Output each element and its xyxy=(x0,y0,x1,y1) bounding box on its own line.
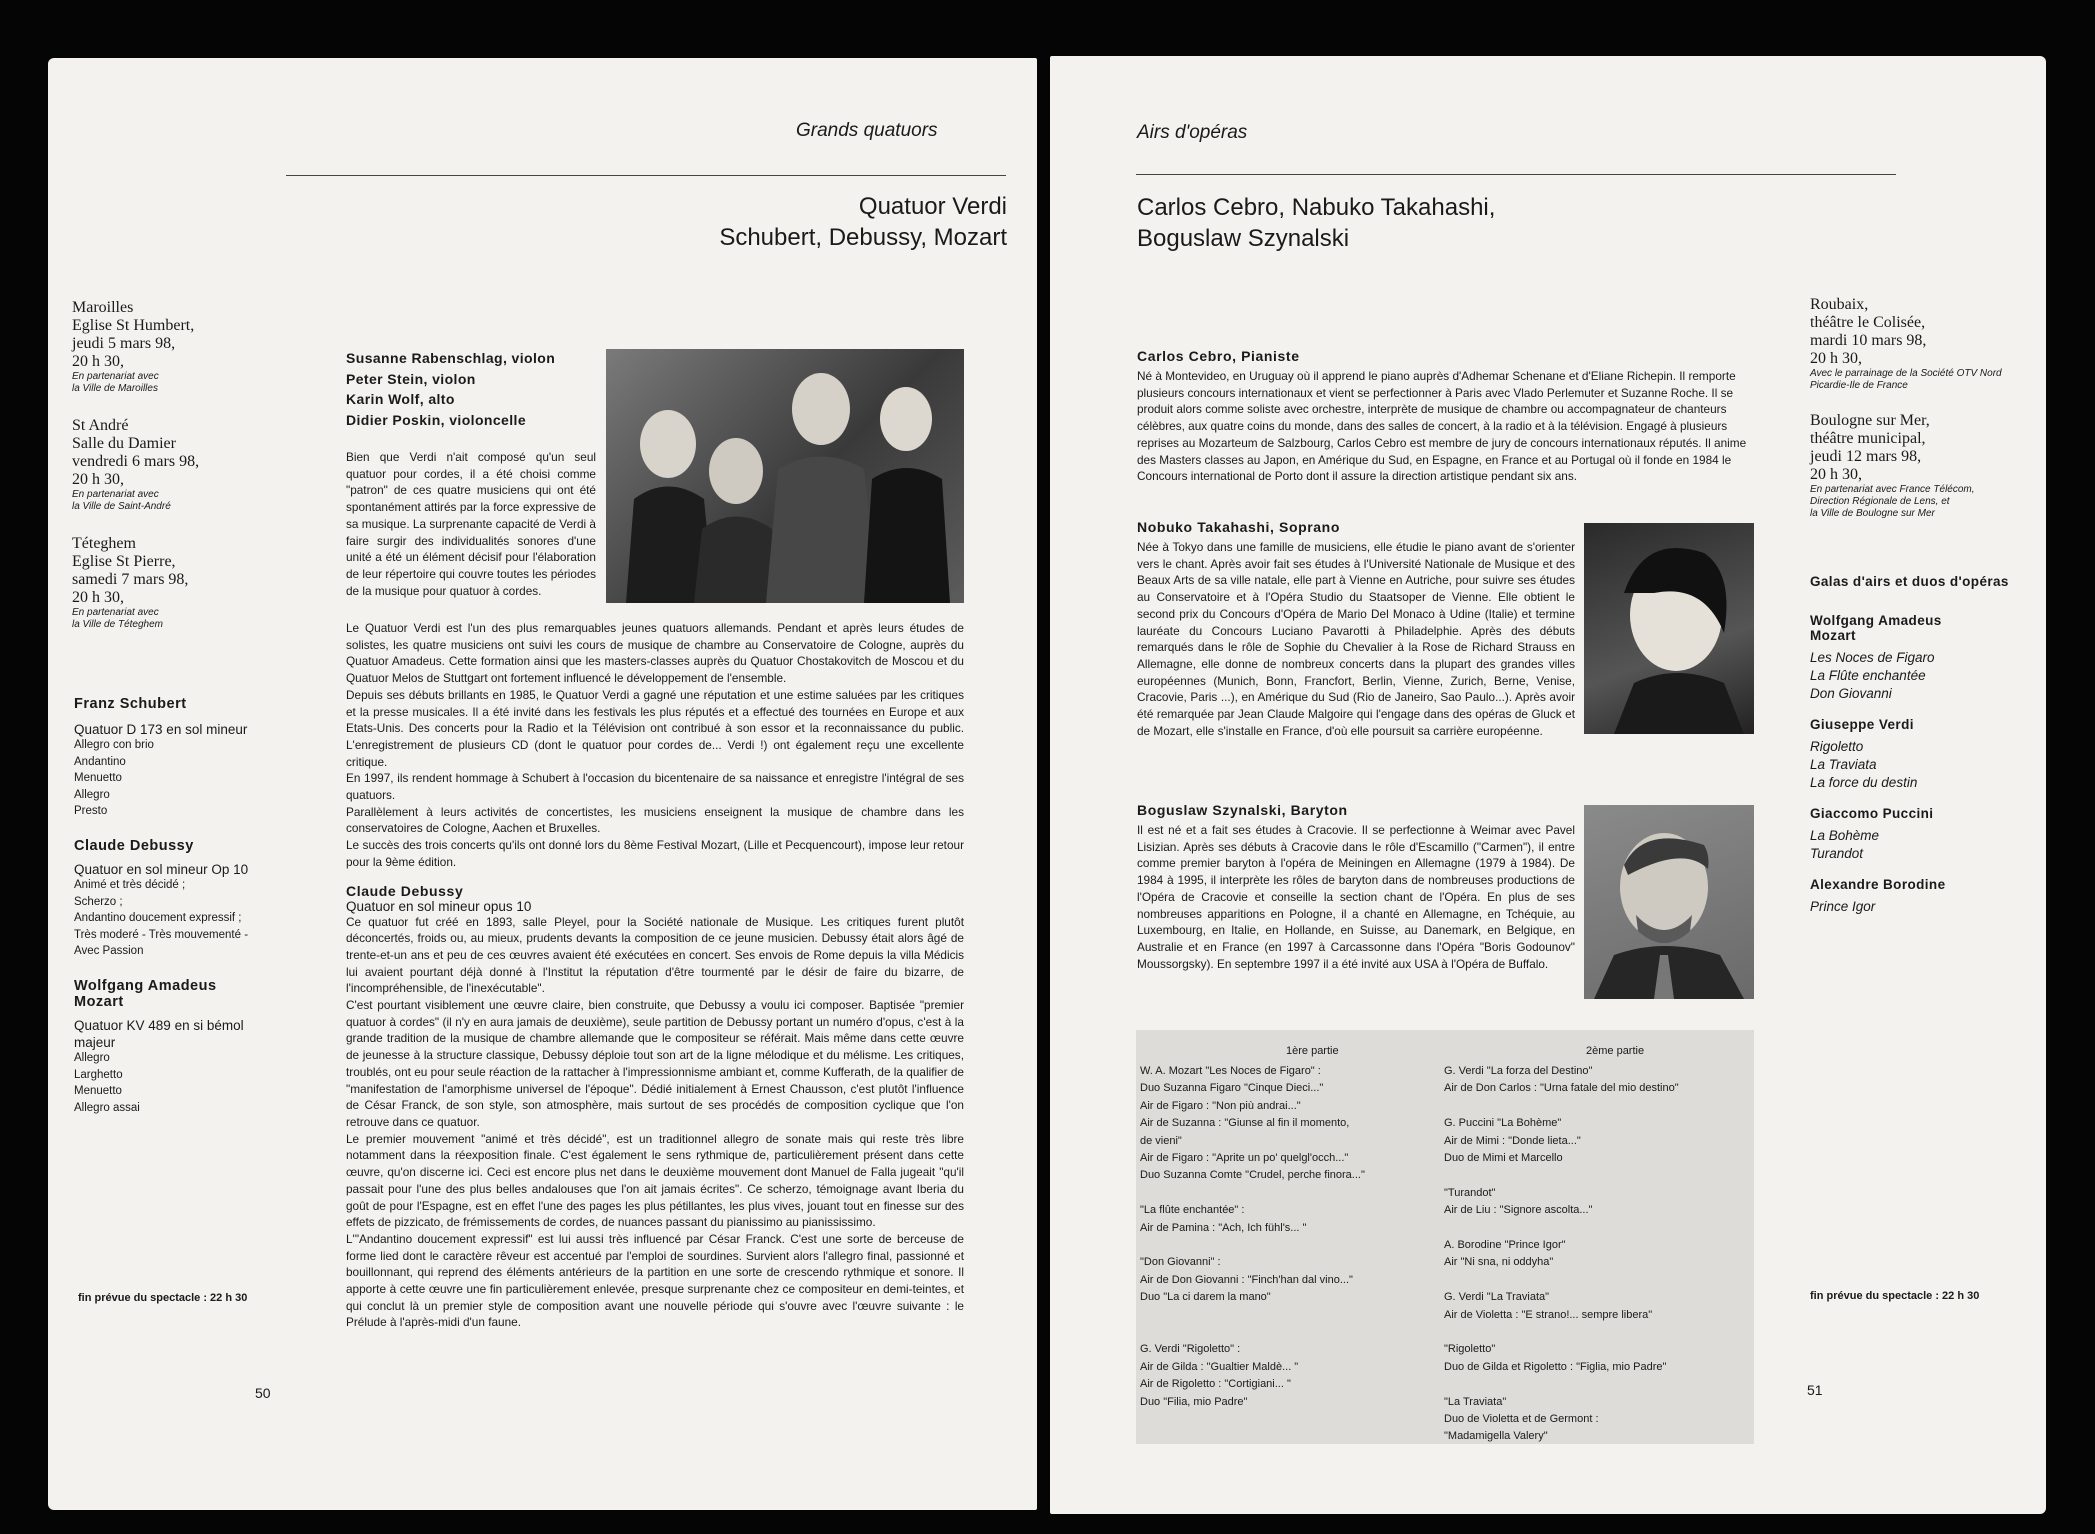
table-line: G. Verdi "La Traviata" xyxy=(1444,1291,1550,1304)
musician-list xyxy=(346,348,596,430)
opera-title: La Flûte enchantée xyxy=(1810,668,1926,683)
paragraph: Parallèlement à leurs activités de concertistes, les musiciens enseignent la musique de chambre dans les conservatoires de Cologne, Aachen et Bruxelles. xyxy=(346,804,964,836)
paragraph: En 1997, ils rendent hommage à Schubert à l'occasion du bicentenaire de sa naissance et enregistre l'intégral de ses quatuors. xyxy=(346,771,964,803)
cebro-section xyxy=(1137,348,1757,485)
composer-name: Wolfgang Amadeus xyxy=(1810,613,1942,628)
table-line: W. A. Mozart "Les Noces de Figaro" : xyxy=(1140,1065,1321,1077)
opera-title: La Bohème xyxy=(1810,828,1880,843)
title-line-2: Schubert, Debussy, Mozart xyxy=(719,224,1007,251)
page-number: 51 xyxy=(1807,1382,1823,1398)
quartet-photo-figures xyxy=(606,349,964,603)
paragraph: Le premier mouvement "animé et très décidé", est un traditionnel allegro de sonate mais qui reste très libre notamment dans la réexposition finale. C'est également le sens rythmique de, particulièrement présent dans cette œuvre, qu'on discerne ici. Ceci est encore plus net dans le deuxième mouvement dont Manuel de Falla jugeait "qu'il passait pour l'une des plus belles andalouses que l'on ait jamais écrites". Ce scherzo, témoignage avant Iberia du goût de pour l'Espagne, est en effet l'une des pages les plus pétillantes, les plus vives, jouant tout en finesse sur des effets de pizzicato, de frémissements de cordes, de nuances passant du pianissimo au pianississimo. xyxy=(346,1131,964,1230)
movement: Allegro xyxy=(74,788,110,801)
table-line: Air de Suzanna : "Giunse al fin il momento, xyxy=(1140,1117,1350,1130)
table-line: Air de Don Giovanni : "Finch'han dal vino..." xyxy=(1140,1273,1353,1286)
page-number: 50 xyxy=(255,1385,271,1401)
artist-heading: Carlos Cebro, Pianiste xyxy=(1137,348,1300,364)
movement: Allegro con brio xyxy=(74,739,154,751)
composer-name: Franz Schubert xyxy=(74,696,187,712)
composer-name: Alexandre Borodine xyxy=(1810,877,1946,892)
table-line: Air de Gilda : "Gualtier Maldè... " xyxy=(1140,1360,1299,1373)
title-rule xyxy=(1136,174,1896,175)
paragraph: C'est pourtant visiblement une œuvre claire, bien construite, que Debussy a voulu ici composer. Baptisée "premier quatuor à cordes" (il n'y en aura jamais de deuxième), seule partition de Debussy portant un numéro d'opus, c'est à la grande tradition de la musique de chambre allemande que le compositeur se référait. Mais même dans cette œuvre de jeunesse à la structure classique, Debussy déploie tout son art de la ligne mélodique et du mélisme. Les critiques, troublés, ont eu pour seule réaction de la rattacher à l'impressionnisme ambiant et, comme Kufferath, de la qualifier de "manifestation de l'amorphisme universel de l'époque". Dédié initialement à Ernest Chausson, c'est plutôt l'influence de César Franck, de son style, son atmosphère, mais surtout de ses procédés de composition cyclique que l'on retrouve dans ce quatuor. xyxy=(346,998,964,1129)
table-line: Duo Suzanna Figaro "Cinque Dieci..." xyxy=(1140,1082,1324,1095)
table-line: Air de Mimi : "Donde lieta..." xyxy=(1444,1134,1581,1147)
table-line: "Rigoletto" xyxy=(1444,1343,1496,1356)
opera-title: Prince Igor xyxy=(1810,899,1876,914)
program-table xyxy=(1136,1030,1754,1444)
venue-block: St André Salle du Damier vendredi 6 mars 98, 20 h 30, En partenariat avec la Ville de Saint-André xyxy=(72,417,200,512)
movement: Menuetto xyxy=(74,772,122,785)
venue-block: Roubaix, théâtre le Colisée, mardi 10 mars 98, 20 h 30, Avec le parrainage de la Société OTV Nord Picardie-Ile de France xyxy=(1810,296,2002,391)
title-rule xyxy=(286,175,1006,176)
movement: Très moderé - Très mouvementé - xyxy=(74,928,249,941)
movement: Menuetto xyxy=(74,1085,122,1098)
left-page xyxy=(48,58,1037,1510)
table-line: "Madamigella Valery" xyxy=(1444,1430,1548,1443)
paragraph: Ce quatuor fut créé en 1893, salle Pleyel, pour la Société nationale de Musique. Les critiques furent plutôt déconcertés, froids ou, au mieux, prudents devants la composition de ce jeune musicien. Debussy était alors âgé de trente-et-un ans et peu de ces œuvres avaient été exécutées en concert. Ses envois de Rome depuis la villa Médicis lui avaient pourtant déjà donné à l'Institut la réputation d'être tourmenté par le désir de faire du bizarre, de l'incompréhensible, de l'inexécutable". xyxy=(346,914,964,996)
table-part-2-heading: 2ème partie xyxy=(1586,1045,1645,1057)
quartet-photo xyxy=(606,349,964,603)
table-line: Air de Liu : "Signore ascolta..." xyxy=(1444,1204,1593,1217)
table-line: Air "Ni sna, ni oddyha" xyxy=(1444,1256,1554,1269)
page-title xyxy=(719,191,1007,253)
paragraph: Le Quatuor Verdi est l'un des plus remarquables jeunes quatuors allemands. Pendant et après leurs études de solistes, les quatre musiciens ont suivi les cours de musique de chambre au Conservatoire de Cologne, auprès du Quatuor Amadeus. Cette formation ainsi que les masters-classes auprès du Quatuor Chostakovitch de Moscou et du Quatuor Melos de Stuttgart ont fortement influencé le développement de l'ensemble. xyxy=(346,621,964,686)
musician-name: Peter Stein, violon xyxy=(346,370,476,387)
section-label: Grands quatuors xyxy=(796,120,938,141)
table-line: A. Borodine "Prince Igor" xyxy=(1444,1239,1566,1251)
table-line: Duo "Filia, mio Padre" xyxy=(1140,1395,1248,1408)
table-line: Duo Suzanna Comte "Crudel, perche finora..." xyxy=(1140,1169,1365,1182)
table-line: Air de Violetta : "E strano!... sempre libera" xyxy=(1444,1308,1653,1321)
table-line: Duo de Gilda et Rigoletto : "Figlia, mio Padre" xyxy=(1444,1360,1667,1373)
movement: Animé et très décidé ; xyxy=(74,878,186,891)
debussy-subheading: Quatuor en sol mineur opus 10 xyxy=(346,898,532,914)
program-list xyxy=(1810,574,2040,916)
venue-block: Maroilles Eglise St Humbert, jeudi 5 mars 98, 20 h 30, En partenariat avec la Ville de Maroilles xyxy=(72,299,195,394)
table-line: Air de Pamina : "Ach, Ich fühl's... " xyxy=(1140,1221,1307,1234)
right-page xyxy=(1050,56,2046,1514)
artist-heading: Nobuko Takahashi, Soprano xyxy=(1137,519,1340,535)
table-line: Duo de Mimi et Marcello xyxy=(1444,1152,1563,1164)
table-line: Air de Figaro : "Aprite un po' quelgl'occh..." xyxy=(1140,1152,1349,1164)
table-line: G. Verdi "La forza del Destino" xyxy=(1444,1065,1593,1077)
table-line: "La Traviata" xyxy=(1444,1395,1507,1408)
program-heading: Galas d'airs et duos d'opéras xyxy=(1810,574,2009,589)
table-line: de vieni" xyxy=(1140,1134,1182,1147)
paragraph: Depuis ses débuts brillants en 1985, le Quatuor Verdi a gagné une réputation et une estime saluées par les critiques et la presse musicales. Il a été invité dans les festivals les plus réputés et a effectué des tournées en Europe et aux Etats-Unis. Des concerts pour la Radio et la Télévision ont contribué à son essor et la reconnaissance du public. L'enregistrement de plusieurs CD (dont le quatuor pour cordes de... Verdi !) ont également reçu une excellente critique. xyxy=(346,687,964,769)
opera-title: Turandot xyxy=(1810,846,1864,861)
bio-text xyxy=(346,620,964,1331)
movement: Allegro assai xyxy=(74,1101,140,1114)
table-line: "La flûte enchantée" : xyxy=(1140,1204,1245,1217)
paragraph: L'"Andantino doucement expressif" est lui aussi très influencé par César Franck. C'est une sorte de berceuse de forme lied dont le caractère rêveur est accentué par l'emploi de sourdines. Survient alors l'allegro final, passionné et bouillonnant, qui reprend des éléments antérieurs de la partition en une sorte de crescendo rythmique et sonore. Il apporte à cette œuvre une fin particulièrement enlevée, presque surprenante chez ce compositeur en demi-teintes, et qui conclut là un premier style de composition avant une nouvelle période qui s'ouvre avec l'œuvre suivante : le Prélude à l'après-midi d'un faune. xyxy=(346,1231,964,1330)
table-line: "Turandot" xyxy=(1444,1186,1496,1199)
table-line: Air de Don Carlos : "Urna fatale del mio destino" xyxy=(1444,1082,1679,1095)
table-line: "Don Giovanni" : xyxy=(1140,1256,1221,1269)
section-label: Airs d'opéras xyxy=(1137,122,1248,143)
table-line: G. Verdi "Rigoletto" : xyxy=(1140,1343,1241,1356)
musician-name: Didier Poskin, violoncelle xyxy=(346,411,527,428)
composer-name: Mozart xyxy=(1810,628,1856,643)
szynalski-photo xyxy=(1584,805,1754,999)
end-time-note: fin prévue du spectacle : 22 h 30 xyxy=(1810,1290,1980,1302)
szynalski-section xyxy=(1137,802,1575,972)
table-line: G. Puccini "La Bohème" xyxy=(1444,1117,1562,1130)
composer-name: Giaccomo Puccini xyxy=(1810,806,1934,821)
movement: Scherzo ; xyxy=(74,895,123,908)
composer-block xyxy=(1810,877,2040,916)
debussy-heading: Claude Debussy xyxy=(346,882,464,899)
movement: Andantino doucement expressif ; xyxy=(74,912,242,925)
composer-name: Giuseppe Verdi xyxy=(1810,717,1914,732)
composer-name: Claude Debussy xyxy=(74,837,194,854)
musician-name: Karin Wolf, alto xyxy=(346,391,455,407)
table-line: Duo de Violetta et de Germont : xyxy=(1444,1413,1599,1425)
movement: Larghetto xyxy=(74,1068,123,1081)
movement: Avec Passion xyxy=(74,945,144,958)
artist-bio: Née à Tokyo dans une famille de musiciens, elle étudie le piano avant de s'orienter vers le chant. Après avoir fait ses études à l'Université Nationale de Musique et des Beaux Arts de sa ville natale, elle part à Vienne en Autriche, pour suivre ses études au Conservatoire et à l'Opéra Studio du Staatsoper de Vienne. Elle obtient le second prix du Concours d'Opéra de Mario Del Monaco à Udine (Italie) et termine lauréate du Concours Luciano Pavarotti à Philadelphie. Après des débuts remarqués dans le rôle de Sophie du Chevalier à la Rose de Richard Strauss en Allemagne, elle donne de nombreux concerts dans la plupart des grandes villes européennes (Munich, Bonn, Francfort, Berlin, Vienne, Zurich, Berne, Venise, Cracovie, Paris ...), en Amérique du Sud (Rio de Janeiro, Sao Paulo...). Après avoir été remarquée par Jean Claude Malgoire qui l'engage dans des opéras de Gluck et de Mozart, elle s'installe en France, d'où elle poursuit sa carrière européenne. xyxy=(1137,540,1575,738)
composer-block xyxy=(1810,717,2040,792)
movement: Presto xyxy=(74,805,108,818)
takahashi-section xyxy=(1137,519,1575,739)
opera-title: Don Giovanni xyxy=(1810,686,1892,701)
takahashi-portrait xyxy=(1584,523,1754,734)
end-time-note: fin prévue du spectacle : 22 h 30 xyxy=(78,1292,248,1304)
opera-title: Les Noces de Figaro xyxy=(1810,650,1935,665)
takahashi-photo xyxy=(1584,523,1754,734)
composer-name: Wolfgang Amadeus xyxy=(74,977,217,994)
szynalski-portrait xyxy=(1584,805,1754,999)
paragraph: Le succès des trois concerts qu'ils ont donné lors du 8ème Festival Mozart, (Lille et Pecquencourt), impose leur retour pour la 9ème édition. xyxy=(346,838,964,869)
table-line: Air de Figaro : "Non più andrai..." xyxy=(1140,1099,1301,1112)
opera-title: La force du destin xyxy=(1810,775,1918,790)
opera-title: La Traviata xyxy=(1810,757,1877,772)
composer-block xyxy=(1810,613,2040,703)
title-line-1: Quatuor Verdi xyxy=(858,193,1007,220)
title-line-1: Carlos Cebro, Nabuko Takahashi, xyxy=(1137,194,1496,221)
work-title: Quatuor D 173 en sol mineur xyxy=(74,722,248,737)
artist-bio: Né à Montevideo, en Uruguay où il apprend le piano auprès d'Adhemar Schenane et d'Eliane Richepin. Il remporte plusieurs concours internationaux et vient se perfectionner à Paris avec Vlado Perlemuter et Suzanne Roche. Il se produit alors comme soliste avec orchestre, interprète de musique de chambre ou accompagnateur de chanteurs célèbres, aux quatre coins du monde, dans des salles de concert, à la radio et à la télévision. Engagé à plusieurs reprises au Mozarteum de Salzbourg, Carlos Cebro est membre de jury de concours internationaux réputés. Il anime des Masters classes au Japon, en Amérique du Sud, en Espagne, en France et au Portugal où il fonde en 1984 le Concours international de Porto dont il assure la direction artistique pendant six ans. xyxy=(1137,369,1747,484)
work-title: Quatuor en sol mineur Op 10 xyxy=(74,861,249,877)
page-title xyxy=(1137,192,1495,254)
work-title: majeur xyxy=(74,1034,116,1050)
venue-block: Téteghem Eglise St Pierre, samedi 7 mars 98, 20 h 30, En partenariat avec la Ville de Téteghem xyxy=(72,535,189,630)
title-line-2: Boguslaw Szynalski xyxy=(1137,225,1350,252)
table-line: Duo "La ci darem la mano" xyxy=(1140,1291,1271,1304)
table-part-1-heading: 1ère partie xyxy=(1286,1045,1339,1057)
composer-name: Mozart xyxy=(74,993,124,1010)
work-title: Quatuor KV 489 en si bémol xyxy=(74,1017,244,1033)
program-list xyxy=(74,696,274,1116)
artist-heading: Boguslaw Szynalski, Baryton xyxy=(1137,802,1348,818)
movement: Andantino xyxy=(74,755,126,768)
opera-title: Rigoletto xyxy=(1810,739,1864,754)
movement: Allegro xyxy=(74,1051,110,1064)
intro-text: Bien que Verdi n'ait composé qu'un seul quatuor pour cordes, il a été choisi comme "patron" de ces quatre musiciens qui ont été spontanément attirés par la force expressive de sa musique. La surprenante capacité de Verdi à faire surgir des individualités sonores d'une unité a été un élément décisif pour l'élaboration de leur répertoire qui couvre toutes les périodes de la musique pour quatuor à cordes. xyxy=(346,450,596,598)
venue-list xyxy=(72,299,272,631)
musician-name: Susanne Rabenschlag, violon xyxy=(346,350,556,366)
composer-block xyxy=(1810,806,2040,863)
table-line: Air de Rigoletto : "Cortigiani... " xyxy=(1140,1378,1291,1391)
venue-block: Boulogne sur Mer, théâtre municipal, jeudi 12 mars 98, 20 h 30, En partenariat avec France Télécom, Direction Régionale de Lens, et la Ville de Boulogne sur Mer xyxy=(1810,412,1975,519)
artist-bio: Il est né et a fait ses études à Cracovie. Il se perfectionne à Weimar avec Pavel Lisizian. Après ses débuts à Cracovie dans le rôle d'Escamillo ("Carmen"), il entre comme premier baryton à l'opéra de Meiningen en Allemagne (1979 à 1984). De 1984 à 1995, il interprète les rôles de baryton dans de nombreuses productions de l'Opéra de Cracovie et conseille la section chant de l'Opéra. En plus de ses nombreuses apparitions en Pologne, il a chanté en Allemagne, en Tchéquie, au Luxembourg, en Italie, en Hollande, en Suisse, au Danemark, en Belgique, en Australie et en France (en 1997 à Carcassonne dans l'Opéra "Boris Godounov" Moussorgsky). En septembre 1997 il a été invité aux USA à l'Opéra de Buffalo. xyxy=(1137,823,1575,971)
venue-list xyxy=(1810,296,2040,520)
